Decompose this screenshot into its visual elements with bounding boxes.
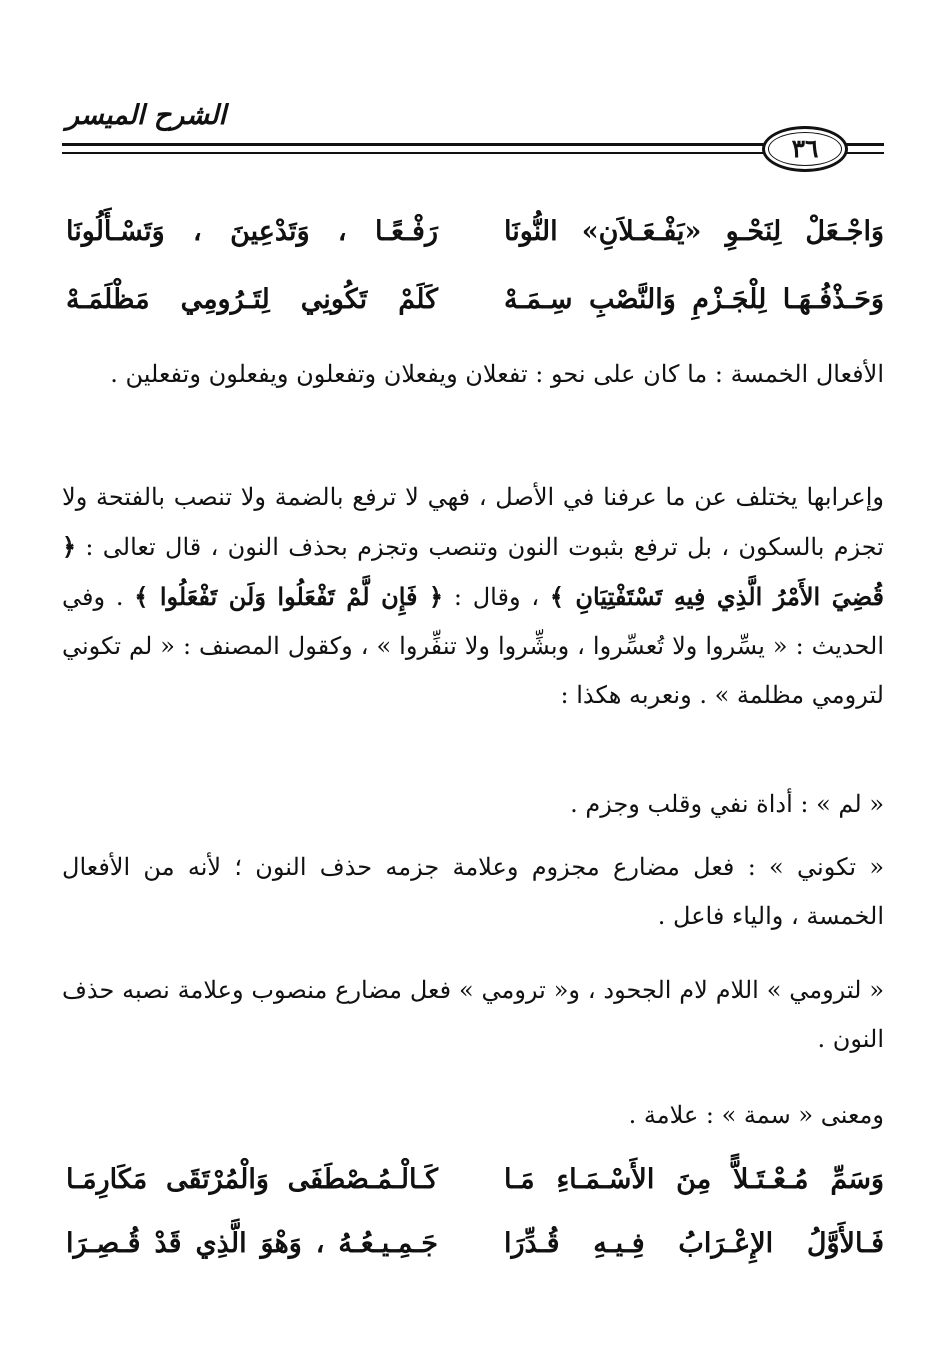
- paragraph-inflection: [62, 473, 940, 720]
- verse-first-hemistich: فَـالأَوَّلُ الإِعْـرَابُ فِـيـهِ قُـدِّرَا: [504, 1228, 884, 1259]
- verse-first-hemistich: وَاجْـعَلْ لِنَحْـوِ «يَفْـعَـلاَنِ» النُّونَا: [504, 216, 884, 247]
- header-rule: [62, 143, 768, 146]
- paragraph-litarumi: « لترومي » اللام لام الجحود ، و« ترومي » فعل مضارع منصوب وعلامة نصبه حذف النون .: [62, 976, 885, 1053]
- verse-first-hemistich: وَسَمِّ مُـعْـتَـلاًّ مِنَ الأَسْـمَـاءِ مَـا: [504, 1164, 884, 1195]
- verse-first-hemistich: وَحَـذْفُـهَـا لِلْجَـزْمِ وَالنَّصْبِ سِـمَـهْ: [504, 284, 884, 315]
- paragraph-meaning: ومعنى « سمة » : علامة .: [628, 1101, 884, 1129]
- page-number-oval: [762, 126, 848, 172]
- paragraph-text: . وفي الحديث : « يسِّروا ولا تُعسِّروا ، وبشِّروا ولا تنفِّروا » ، وكقول المصنف : « لم تكوني لترومي مظلمة » . ونعربه هكذا :: [62, 583, 884, 709]
- verse-second-hemistich: كَلَمْ تَكُونِي لِتَـرُومِي مَظْلَمَـهْ: [66, 284, 438, 315]
- page-number: ٣٦: [791, 134, 819, 163]
- verse-line: [62, 280, 884, 320]
- paragraph-text: ، وقال :: [453, 583, 540, 611]
- page-header: [62, 100, 884, 180]
- header-rule: [62, 152, 768, 154]
- book-title: الشرح الميسر: [66, 100, 227, 131]
- paragraph-text: وإعرابها يختلف عن ما عرفنا في الأصل ، فهي لا ترفع بالضمة ولا تنصب بالفتحة ولا تجزم بالسكون ، بل ترفع بثبوت النون وتنصب وتجزم بحذف النون ، قال تعالى :: [62, 483, 884, 561]
- verse-line: [62, 212, 884, 252]
- verse-second-hemistich: جَـمِـيـعُـهُ ، وَهْوَ الَّذِي قَدْ قُـصِـرَا: [66, 1228, 438, 1259]
- verse-second-hemistich: كَـالْـمُـصْطَفَى وَالْمُرْتَقَى مَكَارِمَـا: [66, 1164, 438, 1195]
- paragraph-definition: الأفعال الخمسة : ما كان على نحو : تفعلان ويفعلان وتفعلون ويفعلون وتفعلين .: [110, 360, 884, 388]
- paragraph-takuni: « تكوني » : فعل مضارع مجزوم وعلامة جزمه حذف النون ؛ لأنه من الأفعال الخمسة ، والياء فاعل .: [62, 853, 884, 930]
- verse-line: [62, 1160, 884, 1200]
- verse-second-hemistich: رَفْـعًـا ، وَتَدْعِينَ ، وَتَسْـأَلُونَا: [66, 216, 438, 247]
- header-rule: [842, 152, 884, 154]
- quran-quote: ﴿ قُضِيَ الأَمْرُ الَّذِي فِيهِ تَسْتَفْتِيَانِ ﴾: [62, 532, 885, 611]
- quran-quote: ﴿ فَإِن لَّمْ تَفْعَلُوا وَلَن تَفْعَلُوا ﴾: [134, 582, 444, 611]
- paragraph-lam: « لم » : أداة نفي وقلب وجزم .: [570, 790, 884, 818]
- header-rule: [842, 143, 884, 146]
- verse-line: [62, 1224, 884, 1264]
